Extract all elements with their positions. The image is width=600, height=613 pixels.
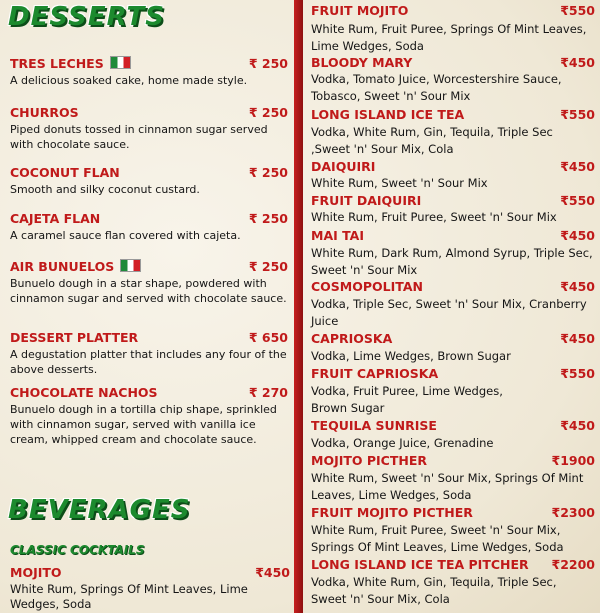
- item-description: Piped donuts tossed in cinnamon sugar served with chocolate sauce.: [10, 123, 268, 151]
- item-name: CHURROS: [10, 105, 79, 120]
- item-price: ₹1900: [551, 453, 595, 468]
- item-description: Vodka, Orange Juice, Grenadine: [311, 436, 494, 450]
- item-description: Vodka, Tomato Juice, Worcestershire Sauce, Tobasco, Sweet 'n' Sour Mix: [311, 72, 562, 103]
- item-name: FRUIT DAIQUIRI: [311, 193, 422, 208]
- item-name: FRUIT CAPRIOSKA: [311, 366, 439, 381]
- item-description: A caramel sauce flan covered with cajeta.: [10, 229, 241, 242]
- item-name: TRES LECHES: [10, 56, 104, 71]
- item-description: Smooth and silky coconut custard.: [10, 183, 200, 196]
- item-price: ₹450: [560, 55, 595, 70]
- item-name: DAIQUIRI: [311, 159, 376, 174]
- item-description: Bunuelo dough in a tortilla chip shape, sprinkled with cinnamon sugar, served with vanilla ice cream, whipped cream and chocolate sauce.: [10, 403, 277, 446]
- column-divider: [294, 0, 303, 613]
- item-description: A degustation platter that includes any four of the above desserts.: [10, 348, 287, 376]
- mexico-flag-icon: [120, 259, 141, 272]
- item-name: COSMOPOLITAN: [311, 279, 423, 294]
- item-price: ₹ 250: [248, 211, 288, 226]
- item-description: Vodka, White Rum, Gin, Tequila, Triple Sec ,Sweet 'n' Sour Mix, Cola: [311, 125, 553, 156]
- mexico-flag-icon: [110, 56, 131, 69]
- item-description: Vodka, Fruit Puree, Lime Wedges, Brown Sugar: [311, 384, 503, 415]
- item-price: ₹450: [560, 279, 595, 294]
- item-description: Vodka, Triple Sec, Sweet 'n' Sour Mix, Cranberry Juice: [311, 297, 587, 328]
- item-price: ₹2200: [551, 557, 595, 572]
- item-price: ₹550: [560, 366, 595, 381]
- item-description: White Rum, Fruit Puree, Springs Of Mint Leaves, Lime Wedges, Soda: [311, 22, 587, 53]
- item-name: MOJITO PICTHER: [311, 453, 428, 468]
- item-description: White Rum, Fruit Puree, Sweet 'n' Sour Mix: [311, 210, 557, 224]
- item-price: ₹ 250: [248, 259, 288, 274]
- item-description: White Rum, Sweet 'n' Sour Mix, Springs Of Mint Leaves, Lime Wedges, Soda: [311, 471, 584, 502]
- item-name: CAPRIOSKA: [311, 331, 393, 346]
- item-name: LONG ISLAND ICE TEA PITCHER: [311, 557, 529, 572]
- item-name: COCONUT FLAN: [10, 165, 120, 180]
- item-price: ₹ 250: [248, 165, 288, 180]
- item-price: ₹550: [560, 193, 595, 208]
- item-price: ₹ 250: [248, 56, 288, 71]
- item-name: LONG ISLAND ICE TEA: [311, 107, 465, 122]
- item-name: BLOODY MARY: [311, 55, 413, 70]
- item-price: ₹ 270: [248, 385, 288, 400]
- item-description: White Rum, Springs Of Mint Leaves, Lime Wedges, Soda: [10, 582, 248, 611]
- item-name: CAJETA FLAN: [10, 211, 101, 226]
- item-name: DESSERT PLATTER: [10, 330, 139, 345]
- item-description: White Rum, Dark Rum, Almond Syrup, Triple Sec, Sweet 'n' Sour Mix: [311, 246, 593, 277]
- item-price: ₹450: [255, 565, 290, 580]
- item-name: MOJITO: [10, 565, 62, 580]
- item-description: Vodka, White Rum, Gin, Tequila, Triple Sec, Sweet 'n' Sour Mix, Cola: [311, 575, 557, 606]
- item-name: MAI TAI: [311, 228, 364, 243]
- item-price: ₹550: [560, 3, 595, 18]
- item-price: ₹ 650: [248, 330, 288, 345]
- item-name: FRUIT MOJITO PICTHER: [311, 505, 473, 520]
- item-price: ₹550: [560, 107, 595, 122]
- item-description: A delicious soaked cake, home made style.: [10, 74, 248, 87]
- item-name: CHOCOLATE NACHOS: [10, 385, 158, 400]
- classic-cocktails-subtitle: CLASSIC COCKTAILS: [10, 543, 145, 557]
- item-name: AIR BUNUELOS: [10, 259, 115, 274]
- item-price: ₹450: [560, 418, 595, 433]
- item-price: ₹2300: [551, 505, 595, 520]
- beverages-title: BEVERAGES: [8, 495, 191, 525]
- item-description: Bunuelo dough in a star shape, powdered with cinnamon sugar and served with chocolate sauce.: [10, 277, 287, 305]
- desserts-title: DESSERTS: [8, 2, 165, 32]
- item-name: TEQUILA SUNRISE: [311, 418, 437, 433]
- item-description: White Rum, Fruit Puree, Sweet 'n' Sour Mix, Springs Of Mint Leaves, Lime Wedges, Soda: [311, 523, 564, 554]
- item-price: ₹450: [560, 228, 595, 243]
- item-name: FRUIT MOJITO: [311, 3, 409, 18]
- item-price: ₹450: [560, 159, 595, 174]
- item-description: Vodka, Lime Wedges, Brown Sugar: [311, 349, 511, 363]
- item-description: White Rum, Sweet 'n' Sour Mix: [311, 176, 488, 190]
- item-price: ₹450: [560, 331, 595, 346]
- item-price: ₹ 250: [248, 105, 288, 120]
